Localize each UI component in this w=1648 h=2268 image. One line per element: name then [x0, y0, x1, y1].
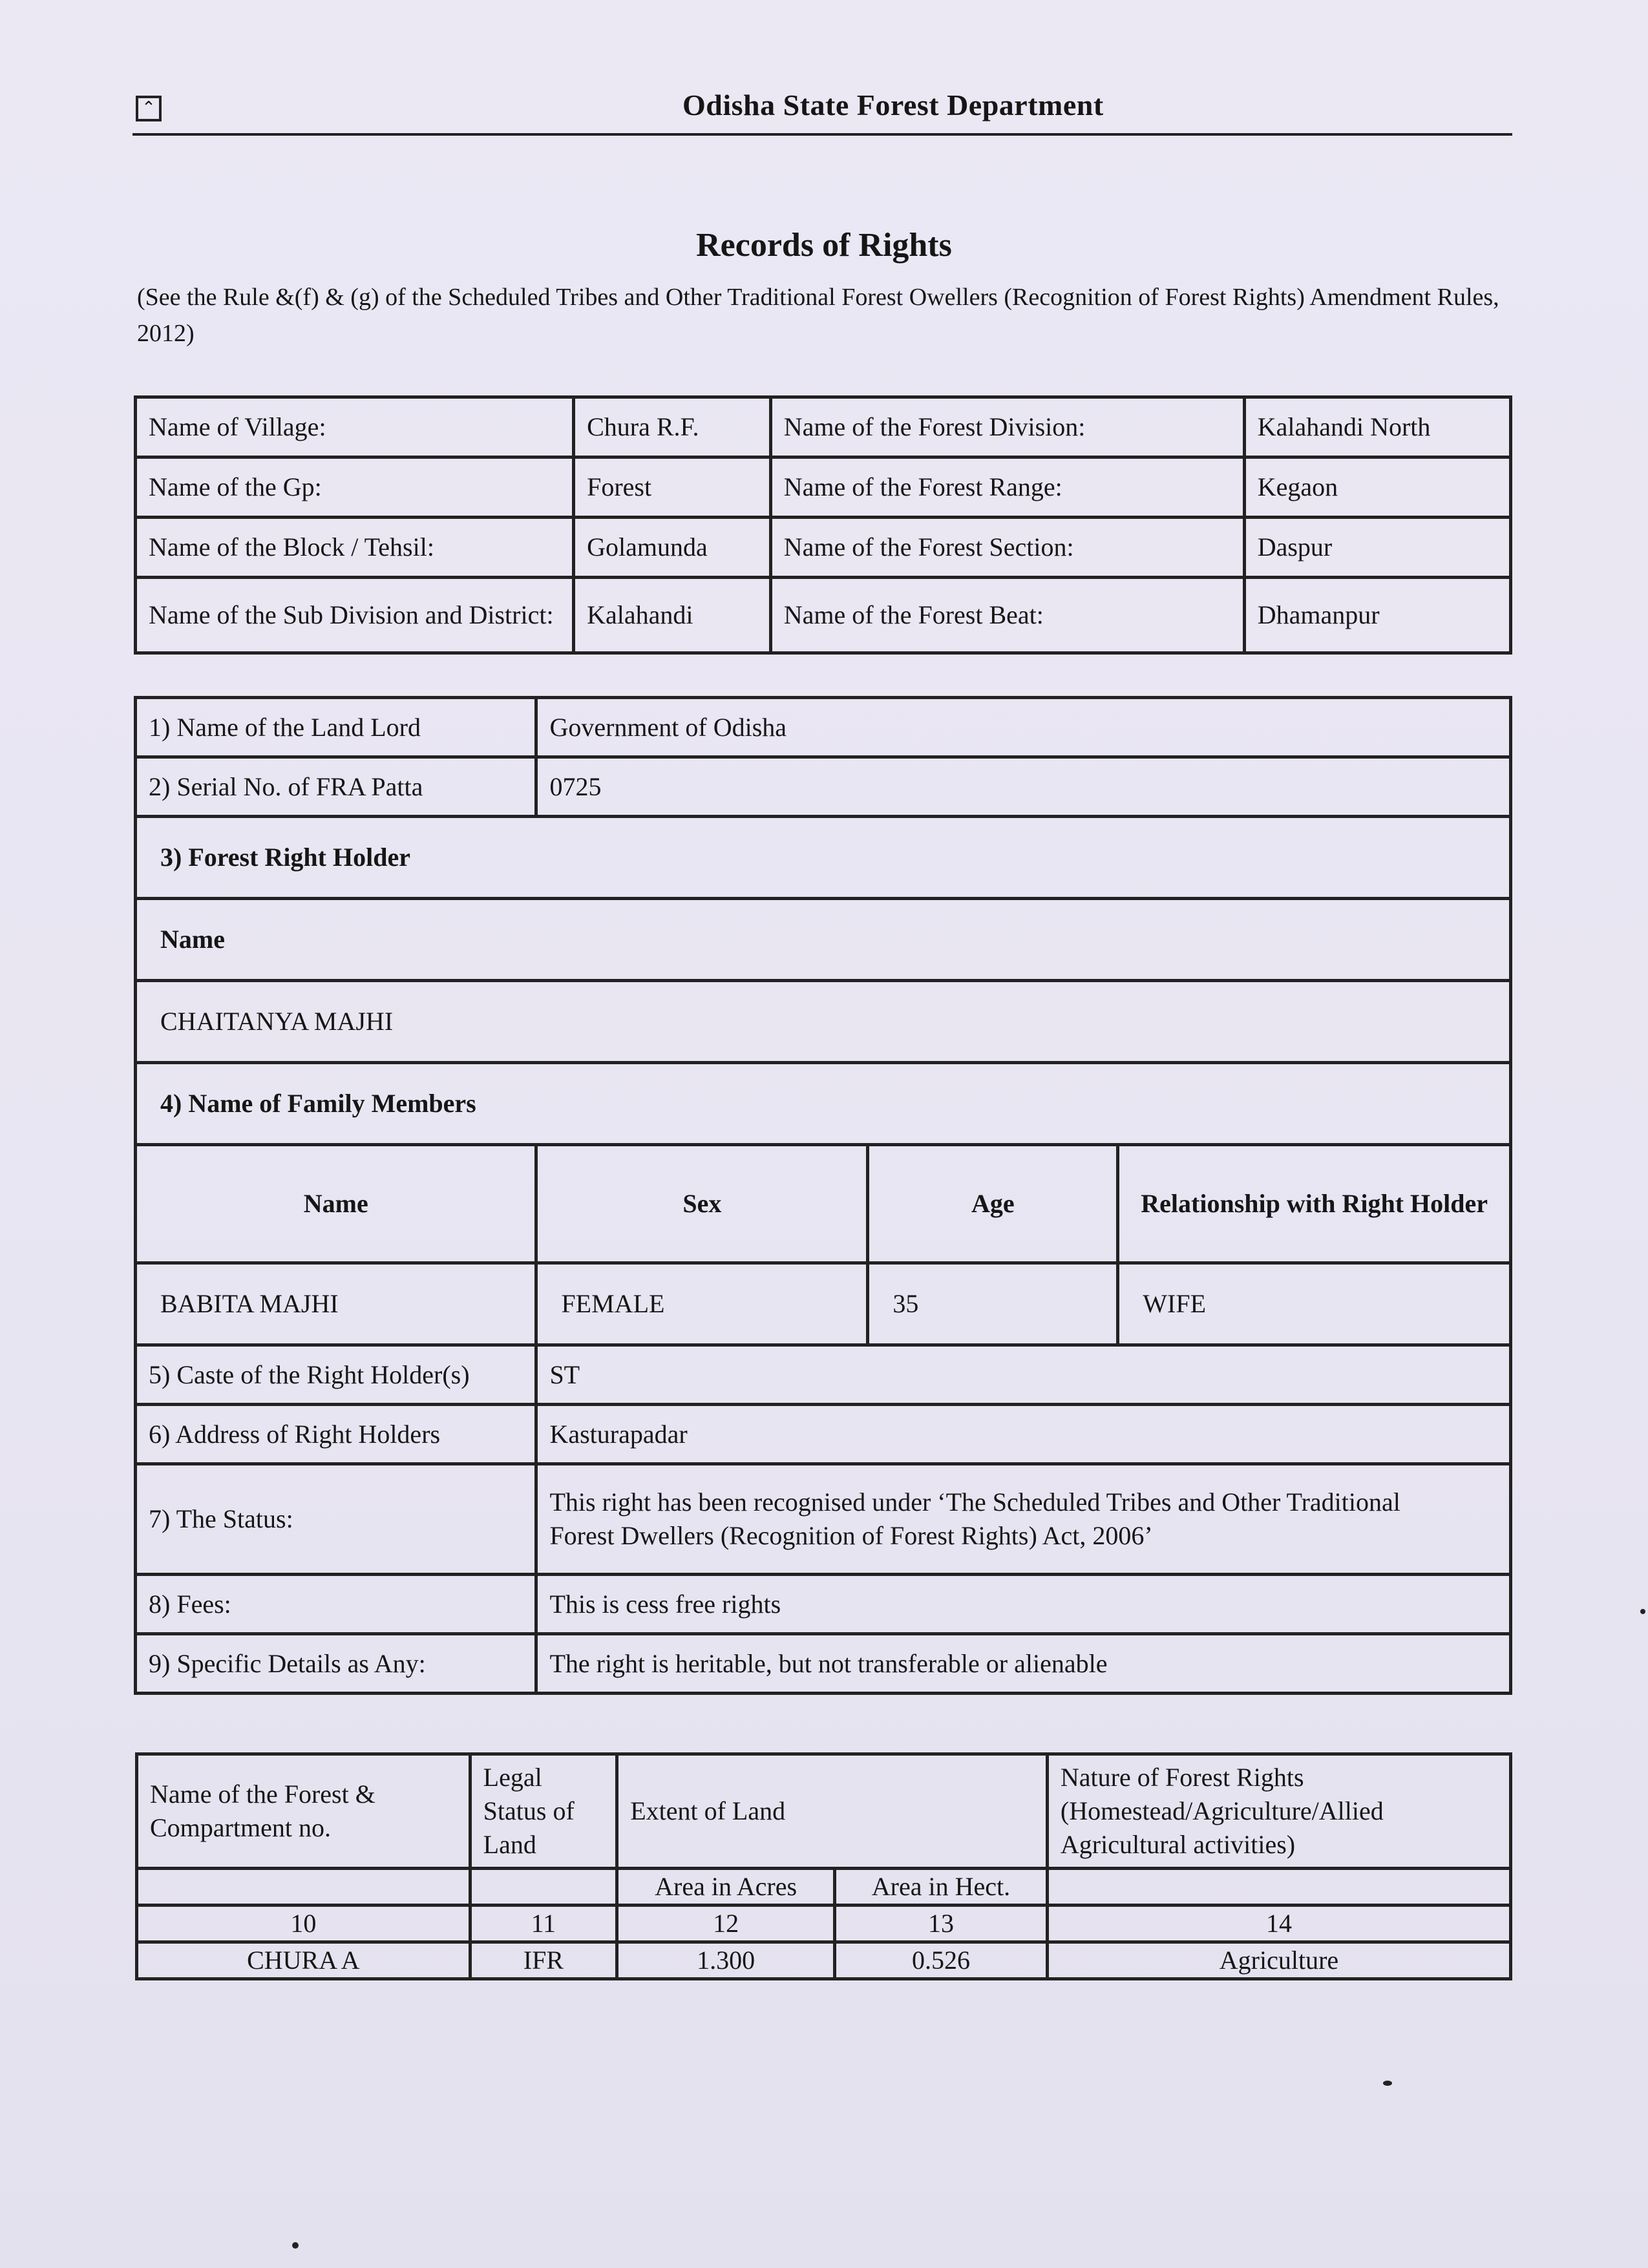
block-value: Golamunda — [574, 518, 771, 578]
status-value — [536, 1464, 1511, 1575]
family-col-sex: Sex — [536, 1145, 868, 1263]
status-label: 7) The Status: — [136, 1464, 536, 1575]
beat-value: Dhamanpur — [1244, 578, 1510, 653]
col-number: 11 — [470, 1906, 617, 1942]
member-relationship: WIFE — [1118, 1263, 1511, 1345]
division-label: Name of the Forest Division: — [770, 397, 1244, 457]
document-title: Records of Rights — [696, 227, 952, 264]
landlord-value: Government of Odisha — [536, 698, 1511, 757]
land-forest: CHURA A — [137, 1942, 470, 1979]
sub-empty-3 — [1047, 1869, 1510, 1906]
gp-value: Forest — [574, 457, 771, 518]
holder-heading: 3) Forest Right Holder — [136, 817, 1511, 899]
holder-name-value: CHAITANYA MAJHI — [136, 981, 1511, 1063]
sub-area-acres: Area in Acres — [617, 1869, 835, 1906]
land-acres: 1.300 — [617, 1942, 835, 1979]
range-value: Kegaon — [1244, 457, 1510, 518]
document-subtitle: (See the Rule &(f) & (g) of the Scheduled Tribes and Other Traditional Forest Owellers (Recognition of Forest Rights) Amendment Rules, 2012) — [137, 284, 1499, 347]
caste-label: 5) Caste of the Right Holder(s) — [136, 1345, 536, 1405]
family-row — [136, 1263, 1511, 1345]
division-value: Kalahandi North — [1244, 397, 1510, 457]
land-row — [137, 1942, 1511, 1979]
col-nature-of-rights: Nature of Forest Rights (Homestead/Agriculture/Allied Agricultural activities) — [1047, 1754, 1510, 1869]
beat-label: Name of the Forest Beat: — [770, 578, 1244, 653]
landlord-label: 1) Name of the Land Lord — [136, 698, 536, 757]
scan-speck — [292, 2242, 299, 2249]
scan-speck — [1383, 2081, 1392, 2086]
col-number: 14 — [1047, 1906, 1510, 1942]
sub-area-hect: Area in Hect. — [835, 1869, 1048, 1906]
sub-empty-1 — [137, 1869, 470, 1906]
rights-record-table — [134, 696, 1512, 1695]
details-value: The right is heritable, but not transferable or alienable — [536, 1634, 1511, 1694]
status-line-2: Forest Dwellers (Recognition of Forest Rights) Act, 2006’ — [549, 1521, 1153, 1550]
village-label: Name of Village: — [136, 397, 574, 457]
address-value: Kasturapadar — [536, 1405, 1511, 1464]
serial-value: 0725 — [536, 757, 1511, 817]
sub-empty-2 — [470, 1869, 617, 1906]
header-rule — [132, 133, 1512, 136]
col-forest-compartment: Name of the Forest & Compartment no. — [137, 1754, 470, 1869]
col-number: 10 — [137, 1906, 470, 1942]
member-sex: FEMALE — [536, 1263, 868, 1345]
col-legal-status: Legal Status of Land — [470, 1754, 617, 1869]
fees-value: This is cess free rights — [536, 1575, 1511, 1634]
land-nature: Agriculture — [1047, 1942, 1510, 1979]
family-col-age: Age — [868, 1145, 1118, 1263]
gp-label: Name of the Gp: — [136, 457, 574, 518]
details-label: 9) Specific Details as Any: — [136, 1634, 536, 1694]
land-hect: 0.526 — [835, 1942, 1048, 1979]
scan-speck — [1640, 1609, 1645, 1614]
member-age: 35 — [868, 1263, 1118, 1345]
holder-name-label: Name — [136, 899, 1511, 981]
status-line-1: This right has been recognised under ‘The Scheduled Tribes and Other Traditional — [549, 1487, 1400, 1517]
page-icon: ⌃ — [136, 96, 162, 121]
caste-value: ST — [536, 1345, 1511, 1405]
col-extent-of-land: Extent of Land — [617, 1754, 1048, 1869]
address-label: 6) Address of Right Holders — [136, 1405, 536, 1464]
serial-label: 2) Serial No. of FRA Patta — [136, 757, 536, 817]
col-number: 13 — [835, 1906, 1048, 1942]
land-legal: IFR — [470, 1942, 617, 1979]
section-value: Daspur — [1244, 518, 1510, 578]
fees-label: 8) Fees: — [136, 1575, 536, 1634]
family-col-relationship: Relationship with Right Holder — [1118, 1145, 1511, 1263]
land-details-table — [135, 1752, 1512, 1980]
location-table — [134, 395, 1512, 655]
section-label: Name of the Forest Section: — [770, 518, 1244, 578]
family-heading: 4) Name of Family Members — [136, 1063, 1511, 1145]
department-title: Odisha State Forest Department — [682, 89, 1104, 121]
village-value: Chura R.F. — [574, 397, 771, 457]
block-label: Name of the Block / Tehsil: — [136, 518, 574, 578]
subdivision-value: Kalahandi — [574, 578, 771, 653]
subdivision-label: Name of the Sub Division and District: — [136, 578, 574, 653]
range-label: Name of the Forest Range: — [770, 457, 1244, 518]
member-name: BABITA MAJHI — [136, 1263, 536, 1345]
col-number: 12 — [617, 1906, 835, 1942]
family-col-name: Name — [136, 1145, 536, 1263]
